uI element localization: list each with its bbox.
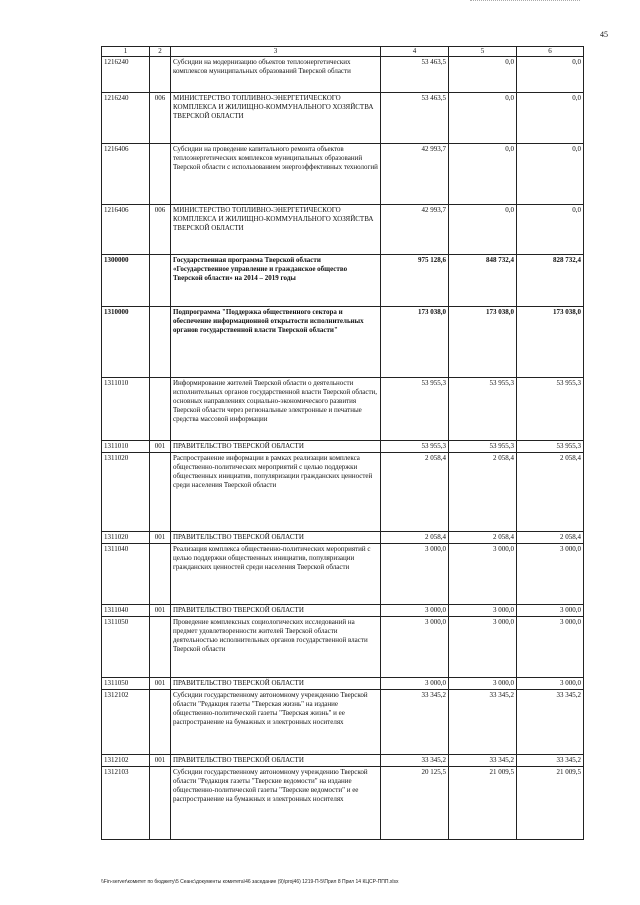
name-cell: Проведение комплексных социологических исследований на предмет удовлетворенности жителей Тверской области деятельностью исполнительных органов государственной власти Тверской области [171, 617, 381, 678]
table-row [102, 255, 584, 307]
value-2015-cell: 53 955,3 [449, 378, 517, 441]
name-cell: ПРАВИТЕЛЬСТВО ТВЕРСКОЙ ОБЛАСТИ [171, 678, 381, 690]
code-cell: 1311020 [102, 532, 150, 544]
value-2014-cell: 33 345,2 [381, 755, 449, 767]
admin-code-cell: 001 [150, 678, 171, 690]
table-row [102, 767, 584, 840]
admin-code-cell [150, 378, 171, 441]
table-row [102, 544, 584, 605]
name-cell: Субсидии государственному автономному учреждению Тверской области "Редакция газеты "Тверские ведомости" на издание общественно-политической газеты "Тверские ведомости" и ее распространение на бумажных и электронных носителях [171, 767, 381, 840]
value-2016-cell: 3 000,0 [517, 544, 584, 605]
value-2014-cell: 53 463,5 [381, 93, 449, 144]
value-2014-cell: 53 463,5 [381, 57, 449, 93]
admin-code-cell [150, 144, 171, 205]
column-header: 4 [381, 47, 449, 57]
name-cell: Распространение информации в рамках реализации комплекса общественно-политических мероприятий с целью поддержки общественных инициатив, популяризации гражданских ценностей среди населения Тверской области [171, 453, 381, 532]
value-2015-cell: 21 009,5 [449, 767, 517, 840]
code-cell: 1312103 [102, 767, 150, 840]
name-cell: ПРАВИТЕЛЬСТВО ТВЕРСКОЙ ОБЛАСТИ [171, 441, 381, 453]
column-header: 5 [449, 47, 517, 57]
code-cell: 1311040 [102, 544, 150, 605]
value-2014-cell: 173 038,0 [381, 307, 449, 378]
value-2014-cell: 42 993,7 [381, 144, 449, 205]
value-2015-cell: 3 000,0 [449, 605, 517, 617]
name-cell: Субсидии на модернизацию объектов теплоэнергетических комплексов муниципальных образований Тверской области [171, 57, 381, 93]
value-2015-cell: 0,0 [449, 57, 517, 93]
value-2016-cell: 53 955,3 [517, 378, 584, 441]
table-row [102, 605, 584, 617]
value-2014-cell: 33 345,2 [381, 690, 449, 755]
admin-code-cell [150, 767, 171, 840]
name-cell: МИНИСТЕРСТВО ТОПЛИВНО-ЭНЕРГЕТИЧЕСКОГО КОМПЛЕКСА И ЖИЛИЩНО-КОММУНАЛЬНОГО ХОЗЯЙСТВА ТВЕРСКОЙ ОБЛАСТИ [171, 93, 381, 144]
admin-code-cell: 001 [150, 441, 171, 453]
name-cell: Государственная программа Тверской области «Государственное управление и гражданское общество Тверской области» на 2014 – 2019 годы [171, 255, 381, 307]
value-2014-cell: 20 125,5 [381, 767, 449, 840]
name-cell: Субсидии на проведение капитального ремонта объектов теплоэнергетических комплексов муниципальных образований Тверской области с использованием энергоэффективных технологий [171, 144, 381, 205]
code-cell: 1216406 [102, 205, 150, 255]
name-cell: ПРАВИТЕЛЬСТВО ТВЕРСКОЙ ОБЛАСТИ [171, 605, 381, 617]
value-2015-cell: 3 000,0 [449, 617, 517, 678]
admin-code-cell: 006 [150, 205, 171, 255]
value-2016-cell: 173 038,0 [517, 307, 584, 378]
code-cell: 1310000 [102, 307, 150, 378]
value-2015-cell: 0,0 [449, 93, 517, 144]
admin-code-cell: 001 [150, 605, 171, 617]
name-cell: ПРАВИТЕЛЬСТВО ТВЕРСКОЙ ОБЛАСТИ [171, 755, 381, 767]
value-2014-cell: 3 000,0 [381, 605, 449, 617]
value-2016-cell: 3 000,0 [517, 678, 584, 690]
admin-code-cell [150, 57, 171, 93]
table-row [102, 453, 584, 532]
name-cell: Реализация комплекса общественно-политических мероприятий с целью поддержки общественных инициатив, популяризации гражданских ценностей среди населения Тверской области [171, 544, 381, 605]
table-row [102, 307, 584, 378]
value-2016-cell: 2 058,4 [517, 453, 584, 532]
name-cell: МИНИСТЕРСТВО ТОПЛИВНО-ЭНЕРГЕТИЧЕСКОГО КОМПЛЕКСА И ЖИЛИЩНО-КОММУНАЛЬНОГО ХОЗЯЙСТВА ТВЕРСКОЙ ОБЛАСТИ [171, 205, 381, 255]
admin-code-cell [150, 307, 171, 378]
table-row [102, 678, 584, 690]
value-2016-cell: 3 000,0 [517, 617, 584, 678]
value-2016-cell: 0,0 [517, 93, 584, 144]
value-2015-cell: 33 345,2 [449, 690, 517, 755]
value-2016-cell: 33 345,2 [517, 690, 584, 755]
value-2015-cell: 2 058,4 [449, 532, 517, 544]
admin-code-cell [150, 544, 171, 605]
value-2014-cell: 42 993,7 [381, 205, 449, 255]
scan-artifact [470, 0, 580, 2]
code-cell: 1216406 [102, 144, 150, 205]
table-row [102, 93, 584, 144]
code-cell: 1216240 [102, 93, 150, 144]
table-row [102, 532, 584, 544]
value-2014-cell: 53 955,3 [381, 441, 449, 453]
value-2014-cell: 2 058,4 [381, 532, 449, 544]
value-2014-cell: 53 955,3 [381, 378, 449, 441]
value-2015-cell: 3 000,0 [449, 544, 517, 605]
table-row [102, 441, 584, 453]
code-cell: 1312102 [102, 690, 150, 755]
budget-table [101, 46, 584, 840]
value-2014-cell: 2 058,4 [381, 453, 449, 532]
code-cell: 1311020 [102, 453, 150, 532]
admin-code-cell [150, 453, 171, 532]
value-2015-cell: 2 058,4 [449, 453, 517, 532]
code-cell: 1311050 [102, 678, 150, 690]
value-2015-cell: 848 732,4 [449, 255, 517, 307]
value-2015-cell: 0,0 [449, 144, 517, 205]
page-number: 45 [600, 30, 608, 39]
admin-code-cell: 001 [150, 532, 171, 544]
column-header: 1 [102, 47, 150, 57]
value-2015-cell: 0,0 [449, 205, 517, 255]
code-cell: 1311010 [102, 378, 150, 441]
table-row [102, 144, 584, 205]
value-2016-cell: 828 732,4 [517, 255, 584, 307]
value-2015-cell: 53 955,3 [449, 441, 517, 453]
value-2016-cell: 21 009,5 [517, 767, 584, 840]
value-2014-cell: 975 128,6 [381, 255, 449, 307]
value-2016-cell: 0,0 [517, 205, 584, 255]
column-header: 2 [150, 47, 171, 57]
code-cell: 1312102 [102, 755, 150, 767]
value-2016-cell: 53 955,3 [517, 441, 584, 453]
admin-code-cell [150, 255, 171, 307]
value-2016-cell: 0,0 [517, 57, 584, 93]
code-cell: 1300000 [102, 255, 150, 307]
table-row [102, 57, 584, 93]
admin-code-cell [150, 690, 171, 755]
admin-code-cell [150, 617, 171, 678]
table-row [102, 205, 584, 255]
value-2016-cell: 33 345,2 [517, 755, 584, 767]
table-row [102, 617, 584, 678]
value-2016-cell: 3 000,0 [517, 605, 584, 617]
name-cell: Информирование жителей Тверской области о деятельности исполнительных органов государственной власти Тверской области, основных направлениях социально-экономического развития Тверской области через региональные электронные и печатные средства массовой информации [171, 378, 381, 441]
value-2014-cell: 3 000,0 [381, 544, 449, 605]
code-cell: 1311010 [102, 441, 150, 453]
table-row [102, 690, 584, 755]
table-row [102, 755, 584, 767]
column-header: 6 [517, 47, 584, 57]
column-header: 3 [171, 47, 381, 57]
code-cell: 1311040 [102, 605, 150, 617]
column-header-row [102, 47, 584, 57]
value-2014-cell: 3 000,0 [381, 617, 449, 678]
value-2015-cell: 173 038,0 [449, 307, 517, 378]
value-2016-cell: 0,0 [517, 144, 584, 205]
value-2015-cell: 3 000,0 [449, 678, 517, 690]
file-path-footer: \\Fin-server\комитет по бюджету\5 Сеанс\документы комитета\46 заседание (9)\proj46) 1219-П-5\Прил 8 Прил 14 КЦСР-ППП.xlsx [101, 879, 399, 885]
name-cell: Субсидии государственному автономному учреждению Тверской области "Редакция газеты "Тверская жизнь" на издание общественно-политической газеты "Тверская жизнь" и ее распространение на бумажных и электронных носителях [171, 690, 381, 755]
value-2015-cell: 33 345,2 [449, 755, 517, 767]
code-cell: 1216240 [102, 57, 150, 93]
name-cell: Подпрограмма "Поддержка общественного сектора и обеспечение информационной открытости исполнительных органов государственной власти Тверской области" [171, 307, 381, 378]
code-cell: 1311050 [102, 617, 150, 678]
value-2014-cell: 3 000,0 [381, 678, 449, 690]
admin-code-cell: 001 [150, 755, 171, 767]
admin-code-cell: 006 [150, 93, 171, 144]
value-2016-cell: 2 058,4 [517, 532, 584, 544]
table-row [102, 378, 584, 441]
name-cell: ПРАВИТЕЛЬСТВО ТВЕРСКОЙ ОБЛАСТИ [171, 532, 381, 544]
